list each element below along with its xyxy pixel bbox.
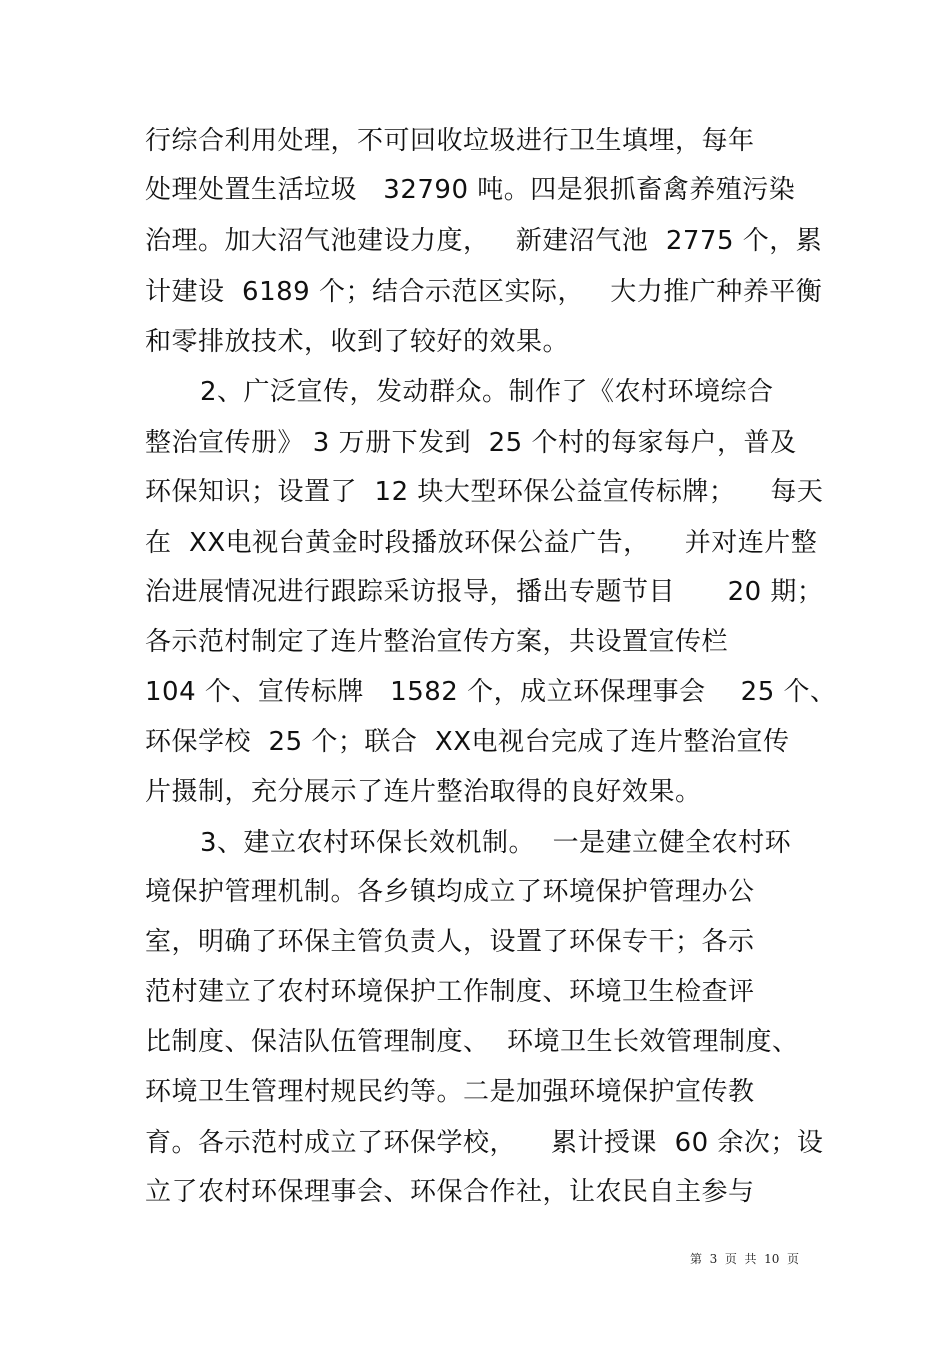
text-line: 境保护管理机制。各乡镇均成立了环境保护管理办公 bbox=[145, 877, 755, 907]
text-line: 育。各示范村成立了环保学校， 累计授课 60 余次；设 bbox=[145, 1128, 824, 1158]
text-line: 在 XX电视台黄金时段播放环保公益广告， 并对连片整 bbox=[145, 528, 818, 558]
text-line: 环保知识；设置了 12 块大型环保公益宣传标牌； 每天 bbox=[145, 477, 824, 507]
text-line: 环保学校 25 个；联合 XX电视台完成了连片整治宣传 bbox=[145, 727, 790, 757]
text-line: 整治宣传册》 3 万册下发到 25 个村的每家每户，普及 bbox=[145, 428, 797, 458]
text-line: 处理处置生活垃圾 32790 吨。四是狠抓畜禽养殖污染 bbox=[145, 175, 796, 205]
page-number-footer: 第 3 页 共 10 页 bbox=[690, 1252, 800, 1266]
text-line: 室，明确了环保主管负责人，设置了环保专干；各示 bbox=[145, 927, 755, 957]
text-line: 治理。加大沼气池建设力度， 新建沼气池 2775 个，累 bbox=[145, 226, 823, 256]
text-line: 治进展情况进行跟踪采访报导，播出专题节目 20 期； bbox=[145, 577, 824, 607]
text-line: 环境卫生管理村规民约等。二是加强环境保护宣传教 bbox=[145, 1077, 755, 1107]
paragraph-3-first-line: 3、建立农村环保长效机制。 一是建立健全农村环 bbox=[200, 828, 792, 858]
text-line: 各示范村制定了连片整治宣传方案，共设置宣传栏 bbox=[145, 627, 729, 657]
text-line: 和零排放技术，收到了较好的效果。 bbox=[145, 327, 570, 357]
text-line: 比制度、保洁队伍管理制度、 环境卫生长效管理制度、 bbox=[145, 1027, 799, 1057]
paragraph-2-first-line: 2、广泛宣传，发动群众。制作了《农村环境综合 bbox=[200, 377, 774, 407]
text-line: 范村建立了农村环境保护工作制度、环境卫生检查评 bbox=[145, 977, 755, 1007]
text-line: 行综合利用处理，不可回收垃圾进行卫生填埋，每年 bbox=[145, 126, 755, 156]
text-line: 片摄制，充分展示了连片整治取得的良好效果。 bbox=[145, 777, 702, 807]
text-line: 立了农村环保理事会、环保合作社，让农民自主参与 bbox=[145, 1177, 755, 1207]
text-line: 104 个、宣传标牌 1582 个，成立环保理事会 25 个、 bbox=[145, 677, 837, 707]
text-line: 计建设 6189 个；结合示范区实际， 大力推广种养平衡 bbox=[145, 277, 823, 307]
